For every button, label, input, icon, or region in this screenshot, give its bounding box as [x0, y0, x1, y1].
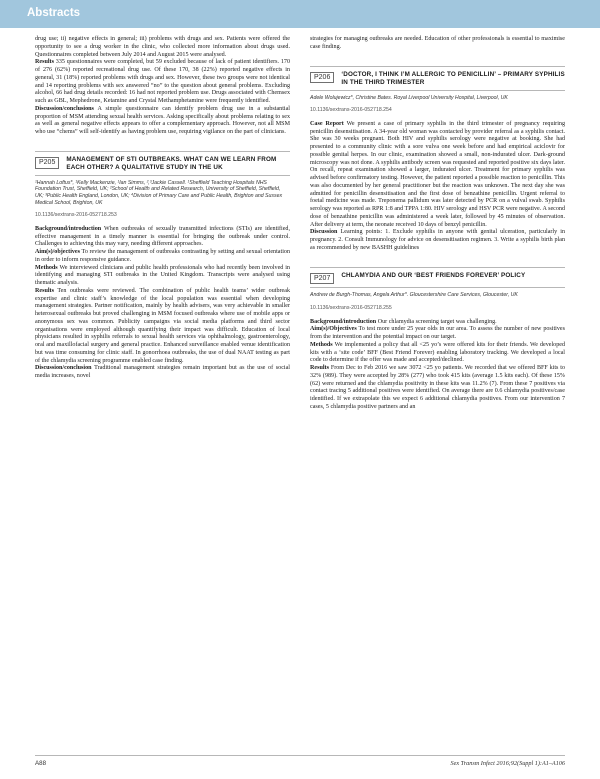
- section-title: Abstracts: [27, 7, 81, 19]
- paragraph: [35, 365, 290, 381]
- methods-text: We interviewed clinicians and public health professionals who had recently been involved in identifying and managing STI outbreaks in the United Kingdom. Transcripts were analysed using thematic analysis.: [35, 264, 290, 287]
- methods-label: Methods: [35, 264, 58, 271]
- abstract-p207-heading: [310, 267, 565, 289]
- abstract-doi[interactable]: 10.1136/sextrans-2016-052718.254: [310, 107, 392, 114]
- abstract-p205-heading: [35, 151, 290, 176]
- abstract-id: P207: [310, 273, 334, 285]
- abstract-doi[interactable]: 10.1136/sextrans-2016-052718.253: [35, 212, 117, 219]
- discussion-label: Discussion/conclusion: [35, 365, 92, 372]
- case-report-text: We present a case of primary syphilis in the third trimester of pregnancy requiring penicillin desensitisation. A 34-year old woman was contacted by provider referral as a syphilis contact. She was 30 weeks pregnant. Both HIV and syphilis serology were negative at booking. She had presented to a community clinic with a sore vulva one week before and had empirical aciclovir for possible genital herpes. In our clinic, examination showed a small, non-indurated ulcer. Dark-ground microscopy was not done. A syphilis antibody screen was requested and reported positive six days later. On recall, repeat examination showed a larger, indurated ulcer. Treatment for primary syphilis was advised before confirmatory testing. However, the patient reported a possible reaction to penicillin. This was also documented by her general practitioner but the reaction was unknown. The next day she was admitted for penicillin desensitisation and the first dose of benzathine penicillin. Urgent referral to foetal medicine was made. Treponema pallidum was later detected by PCR on a vulval swab. Syphilis serology was reported as RPR 1:8 and TPPA 1:80. HIV serology and HSV PCR were negative. A second dose of benzathine penicillin was administered a week later, followed by 45 minutes of observation. After delivery at term, the neonate received 10 days of benzyl penicillin.: [310, 120, 565, 228]
- background-label: Background/introduction: [35, 225, 102, 232]
- background-text: Our chlamydia screening target was challenging.: [377, 318, 497, 325]
- abstract-id: P205: [35, 157, 59, 169]
- paragraph: [310, 121, 565, 230]
- abstract-authors: Adele Wolujewicz*, Christine Bates. Royal Liverpool University Hospital, Liverpool, UK: [310, 94, 508, 101]
- paragraph: [310, 229, 565, 252]
- abstract-doi[interactable]: 10.1136/sextrans-2016-052718.255: [310, 304, 392, 311]
- discussion-text: Learning points: 1. Exclude syphilis in anyone with genital ulceration, particularly in pregnancy. 2. Consult Immunology for advice on desensitisation regimen. 3. Write a syphilis birth plan as recommended by new BASHH guidelines: [310, 229, 565, 251]
- methods-text: We implemented a policy that all <25 yo’s were offered kits for their friends. We developed kits with a ‘site code’ BFF (Best Friend Forever) enabling laboratory tracking. We developed a local code to determine if the offer was made and accepted/declined.: [310, 341, 565, 364]
- abstract-title: MANAGEMENT OF STI OUTBREAKS. WHAT CAN WE LEARN FROM EACH OTHER? A QUALITATIVE STUDY IN THE UK: [66, 155, 277, 171]
- paragraph: [310, 365, 565, 412]
- paragraph: [310, 326, 565, 342]
- background-text: When outbreaks of sexually transmitted infections (STIs) are identified, effective management in a timely manner is essential for bringing the outbreak under control. Challenges to achieving this may vary, needing different approaches.: [35, 225, 290, 248]
- methods-label: Methods: [310, 341, 333, 348]
- paragraph: [35, 265, 290, 288]
- paragraph: [310, 342, 565, 365]
- abstract-id: P206: [310, 72, 334, 84]
- abstract-p206-heading: [310, 66, 565, 91]
- results-text: 335 questionnaires were completed, but 59 excluded because of lack of patient identifiers. 170 of 276 (62%) reported recreational drug use. Of these 170, 38 (22%) reported negative effects in general, 31 (18%) reported problems with drugs and sex. However, these two groups were not identical and 14 reporting problems with sex answered “no” to the question about general problems. Excluding alcohol, 66 had drug details recorded: 16 had not reported problem use. Drugs associated with Chemsex such as GBL, Mephedrone, Ketamine and Crystal Methamphetamine were frequently identified.: [35, 59, 290, 104]
- abstract-authors: ¹Hannah Loftus*, ¹Kelly Mackenzie, ¹Ian Simms, ²,³Jackie Cassell. ¹Sheffield Teaching Hospitals NHS Foundation Trust, Sheffield, UK; ²School of Health and Related Research, University of Sheffield, Sheffield, UK; ³Public Health England, London, UK; ⁴Division of Primary Care and Public Health, Brighton and Sussex Medical School, Brighton, UK: [35, 179, 283, 206]
- results-text: Ten outbreaks were reviewed. The combination of public health teams’ wider outbreak expertise and clinic staff’s knowledge of the local population was essential when developing management strategies. Partner notification, mainly by health advisers, was very achievable in smaller heterosexual outbreaks but proved challenging in MSM focused outbreaks where use of mobile apps or anonymous sex was common. Publicity campaigns via social media platforms and third sector organisations were employed although quantifying their impact was difficult. Education of local physicians resulted in syphilis referrals to sexual health services via ophthalmology, gastroenterology, oral and maxillofacial surgery and general practice. Enhanced surveillance enabled venue identification but was time consuming for clinic staff. In gonorrhoea outbreaks, the use of dual NAAT testing as part of the chlamydia screening programme enabled case finding.: [35, 287, 290, 364]
- abstract-title: CHLAMYDIA AND OUR ‘BEST FRIENDS FOREVER’ POLICY: [341, 271, 526, 279]
- paragraph: [35, 226, 290, 249]
- footer-divider: [35, 755, 565, 756]
- paragraph: [35, 249, 290, 265]
- aims-label: Aim(s)/Objectives: [310, 326, 357, 333]
- journal-citation: Sex Transm Infect 2016;92(Suppl 1):A1–A106: [450, 760, 565, 767]
- discussion-label: Discussion/conclusions: [35, 105, 94, 112]
- case-report-label: Case Report: [310, 120, 344, 127]
- paragraph: [35, 106, 290, 137]
- aims-label: Aim(s)/objectives: [35, 249, 81, 256]
- background-label: Background/introduction: [310, 318, 377, 325]
- results-label: Results: [35, 59, 54, 66]
- aims-text: To test more under 25 year olds in our area. To assess the number of new positives from the intervention and the potential impact on our target.: [310, 326, 565, 341]
- paragraph: drug use; ii) negative effects in general; iii) problems with drugs and sex. Patients were offered the opportunity to see a drug worker in the clinic, who collected more information about drugs used. Questionnaires completed between July 2014 and August 2015 were analysed.: [35, 36, 290, 58]
- paragraph: [35, 288, 290, 366]
- abstract-title: ‘DOCTOR, I THINK I’M ALLERGIC TO PENICILLIN’ – PRIMARY SYPHILIS IN THE THIRD TRIMESTER: [341, 70, 565, 86]
- results-text: From Dec to Feb 2016 we saw 3072 <25 yo patients. We recorded that we offered BFF kits to 32% (989). They were accepted by 28% (277) who took 415 kits (average 1.5 kits each). Of these 15% (62) were returned and the chlamydia positivity in these kits was 11.2% (7). From these 7 positives via contact tracing 5 additional positives were identified. On average there are 0.6 chlamydia positives/case identified. If we extrapolate this we expect 6 additional chlamydia positives. From our intervention 7 cases, 5 chlamydia positive partners and an: [310, 365, 565, 410]
- results-label: Results: [35, 287, 54, 294]
- right-column: [310, 36, 565, 412]
- discussion-text: A simple questionnaire can identify problem drug use in a substantial proportion of MSM attending sexual health services. Asking specifically about problems relating to sex as well as general negative effects appears to offer a complementary approach. However, not all MSM who use “chems” will self-identify as having problem use, requiring vigilance on the part of clinicians.: [35, 105, 291, 135]
- paragraph: [35, 59, 290, 106]
- aims-text: To review the management of outbreaks contrasting by setting and sexual orientation in order to inform responsive guidance.: [35, 249, 290, 263]
- left-column: [35, 36, 290, 381]
- discussion-text: Traditional management strategies remain important but as the use of social media increases, novel: [35, 365, 290, 380]
- section-header-bar: [0, 0, 600, 28]
- discussion-label: Discussion: [310, 229, 338, 236]
- paragraph: strategies for managing outbreaks are needed. Education of other professionals is essential to maximise case finding.: [310, 36, 565, 50]
- page-number: A88: [35, 760, 47, 767]
- abstract-authors: Andrew de Burgh-Thomas, Angela Arthur*. Gloucestershire Care Services, Gloucester, UK: [310, 292, 518, 299]
- results-label: Results: [310, 365, 329, 372]
